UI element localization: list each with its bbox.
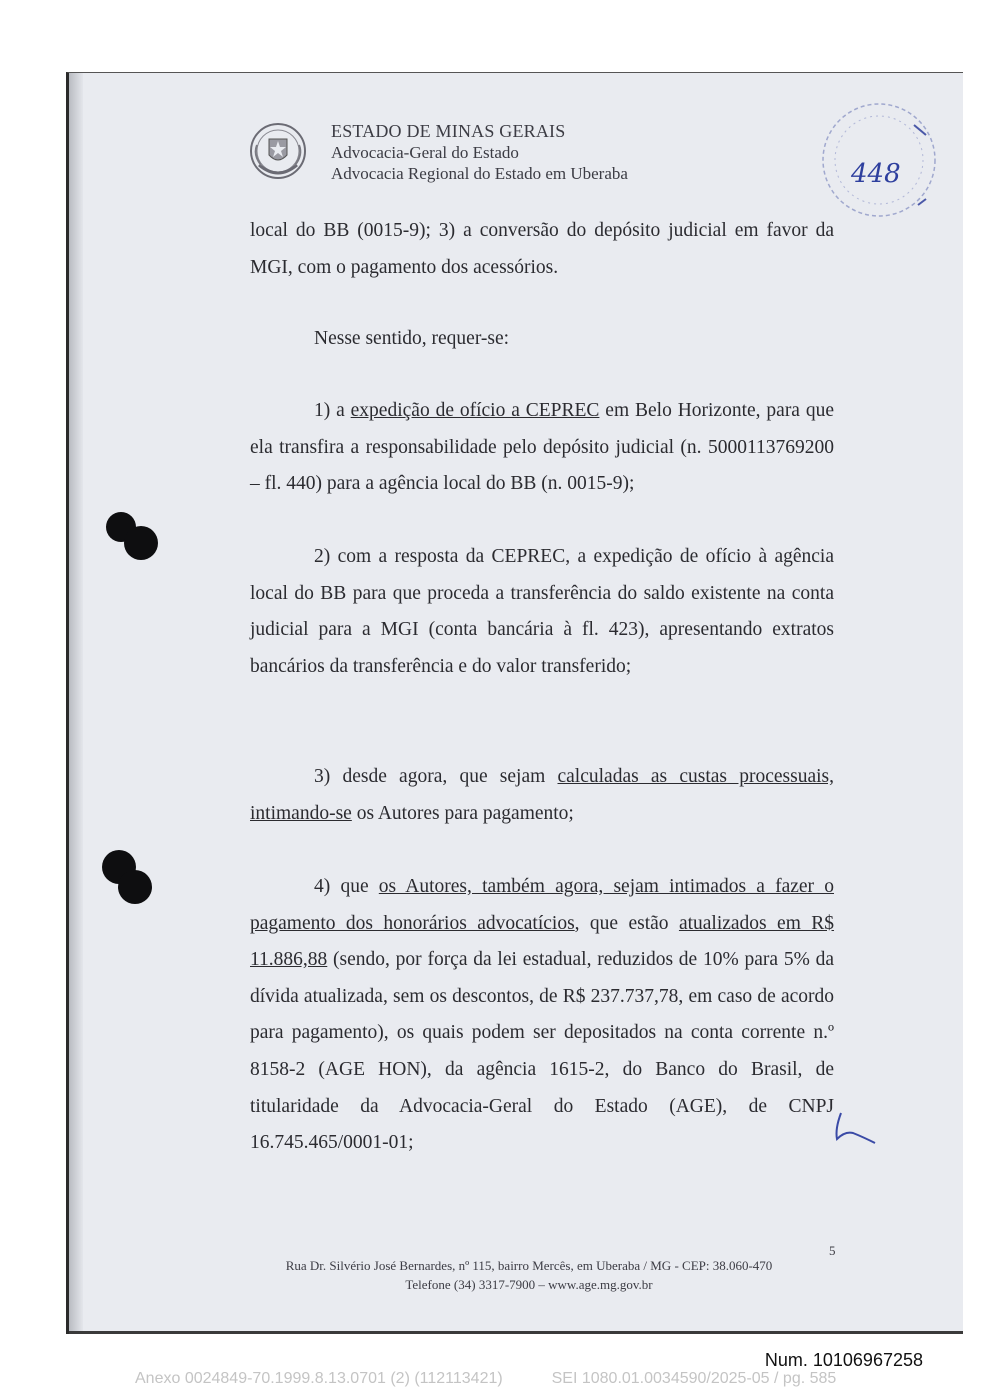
letterhead-state: ESTADO DE MINAS GERAIS bbox=[331, 121, 566, 141]
footer-page-number: 5 bbox=[829, 1243, 836, 1258]
item-1-text-a: 1) a bbox=[314, 400, 351, 421]
footer-contact: Telefone (34) 3317-7900 – www.age.mg.gov.br bbox=[405, 1277, 653, 1292]
letterhead-office: Advocacia Regional do Estado em Uberaba bbox=[331, 164, 628, 183]
coat-of-arms-icon bbox=[247, 121, 309, 187]
item-4-underlined-1: os Autores, também agora, sejam intimados a fazer o pagamento dos honorários advocatícios bbox=[250, 876, 834, 934]
paragraph-item-4 bbox=[250, 869, 834, 1162]
scan-edge-shadow bbox=[69, 73, 83, 1334]
paragraph-item-3 bbox=[250, 759, 834, 832]
signature-mark-icon bbox=[829, 1109, 885, 1149]
item-1-text-b: em Belo Horizonte, para que ela transfira a responsabilidade pelo depósito judicial (n. 5000113769200 – fl. 440) para a agência local do BB (n. 0015-9); bbox=[250, 400, 834, 495]
item-4-text-a: 4) que bbox=[314, 876, 379, 897]
item-3-underlined: calculadas as custas processuais, intimando-se bbox=[250, 766, 834, 824]
item-4-underlined-2: atualizados em R$ 11.886,88 bbox=[250, 912, 835, 971]
item-1-underlined: expedição de ofício a CEPREC bbox=[350, 400, 600, 421]
paragraph-item-2: 2) com a resposta da CEPREC, a expedição de ofício à agência local do BB para que proceda a transferência do saldo existente na conta judicial para a MGI (conta bancária à fl. 423), apresentando extratos bancários da transferência e do valor transferido; bbox=[250, 546, 834, 677]
item-3-text-b: os Autores para pagamento; bbox=[351, 802, 574, 824]
document-number: Num. 10106967258 bbox=[764, 1350, 923, 1370]
sei-reference: SEI 1080.01.0034590/2025-05 / pg. 585 bbox=[551, 1370, 837, 1387]
paragraph-continuation: local do BB (0015-9); 3) a conversão do depósito judicial em favor da MGI, com o pagamento dos acessórios. bbox=[250, 220, 834, 278]
paragraph-item-1 bbox=[250, 393, 834, 503]
letterhead bbox=[331, 121, 628, 184]
bottom-reference-bar bbox=[135, 1370, 935, 1388]
item-3-text-a: 3) desde agora, que sejam bbox=[314, 766, 558, 787]
footer-address: Rua Dr. Silvério José Bernardes, nº 115, bairro Mercês, em Uberaba / MG - CEP: 38.060-470 bbox=[285, 1258, 773, 1273]
letterhead-agency: Advocacia-Geral do Estado bbox=[331, 143, 519, 162]
scanned-document bbox=[66, 72, 963, 1334]
item-4-text-c: (sendo, por força da lei estadual, reduzidos de 10% para 5% da dívida atualizada, sem os descontos, de R$ 237.737,78, em caso de acordo para pagamento), os quais podem ser depositados na conta corrente n.º 8158-2 (AGE HON), da agência 1615-2, do Banco do Brasil, de titularidade da Advocacia-Geral do Estado (AGE), de CNPJ 16.745.465/0001-01; bbox=[250, 949, 834, 1154]
annex-reference: Anexo 0024849-70.1999.8.13.0701 (2) (112113421) bbox=[135, 1370, 503, 1387]
handwritten-page-number: 448 bbox=[851, 159, 901, 189]
item-4-text-b: , que estão bbox=[574, 912, 679, 934]
page-footer bbox=[219, 1256, 839, 1294]
scan-bottom-edge bbox=[69, 1331, 963, 1334]
punch-hole bbox=[118, 870, 152, 904]
punch-hole bbox=[124, 526, 158, 560]
paragraph-request-intro: Nesse sentido, requer-se: bbox=[314, 328, 510, 349]
